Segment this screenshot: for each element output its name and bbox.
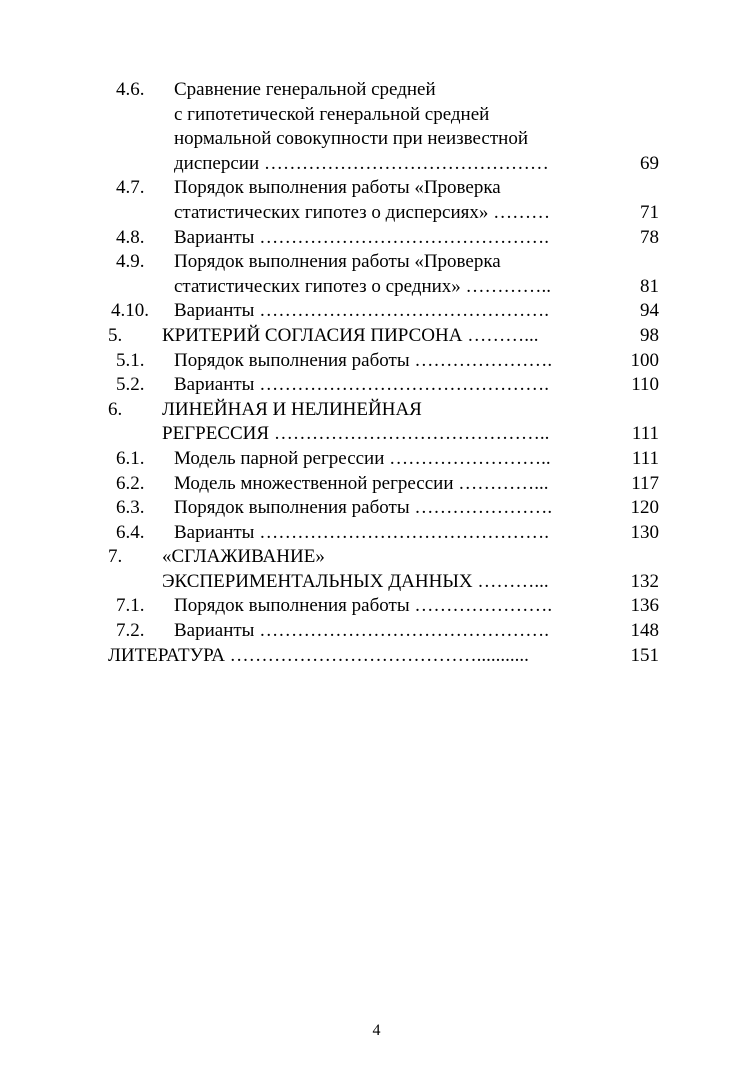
toc-page: 120 [630, 497, 659, 519]
toc-title: статистических гипотез о дисперсиях» ……… [174, 201, 551, 223]
toc-entry-5 [0, 324, 753, 349]
toc-entry-4-6 [0, 78, 753, 103]
toc-title: Варианты ………………………………………. [174, 620, 549, 642]
toc-page: 78 [640, 226, 659, 248]
toc-title: Порядок выполнения работы …………………. [174, 595, 553, 617]
toc-title: статистических гипотез о средних» ………….. [174, 275, 552, 297]
toc-number: 6. [108, 398, 123, 420]
toc-entry-7-2 [0, 619, 753, 644]
toc-title: Сравнение генеральной средней [174, 79, 436, 100]
toc-title: Порядок выполнения работы …………………. [174, 497, 553, 519]
toc-number: 4.9. [116, 251, 145, 273]
toc-page: 111 [631, 447, 659, 469]
toc-entry-7-1 [0, 594, 753, 619]
toc-number: 5.2. [116, 374, 145, 396]
table-of-contents [0, 78, 753, 668]
toc-number: 7. [108, 546, 123, 568]
toc-title: ЭКСПЕРИМЕНТАЛЬНЫХ ДАННЫХ ………... [162, 570, 549, 592]
toc-entry-6-2 [0, 472, 753, 497]
toc-page: 117 [631, 472, 659, 494]
toc-entry-4-6-cont [0, 127, 753, 152]
toc-entry-4-7-cont [0, 201, 753, 226]
toc-page: 136 [630, 595, 659, 617]
toc-title: с гипотетической генеральной средней [174, 103, 490, 125]
toc-title: Порядок выполнения работы «Проверка [174, 177, 501, 199]
toc-title: Порядок выполнения работы «Проверка [174, 251, 501, 273]
toc-entry-4-9-cont [0, 275, 753, 300]
toc-page: 130 [630, 521, 659, 543]
toc-page: 81 [640, 275, 659, 297]
toc-number: 7.2. [116, 620, 145, 642]
toc-number: 6.2. [116, 472, 145, 494]
toc-entry-4-8 [0, 226, 753, 251]
toc-entry-6-3 [0, 496, 753, 521]
page-number: 4 [372, 1022, 381, 1039]
toc-number: 4.7. [116, 177, 145, 199]
toc-number: 6.3. [116, 497, 145, 519]
toc-entry-5-2 [0, 373, 753, 398]
toc-title: Порядок выполнения работы …………………. [174, 349, 553, 371]
toc-page: 151 [630, 644, 659, 666]
toc-number: 4.6. [116, 79, 145, 100]
toc-number: 5.1. [116, 349, 145, 371]
toc-page: 98 [640, 324, 659, 346]
toc-entry-6-4 [0, 521, 753, 546]
toc-entry-6 [0, 398, 753, 423]
toc-title: Варианты ………………………………………. [174, 300, 549, 322]
toc-entry-7-cont [0, 570, 753, 595]
toc-title: Модель парной регрессии …………………….. [174, 447, 551, 469]
toc-entry-4-6-cont [0, 152, 753, 177]
toc-entry-7 [0, 545, 753, 570]
toc-entry-6-1 [0, 447, 753, 472]
toc-title: дисперсии ……………………………………… [174, 152, 549, 174]
toc-title: ЛИНЕЙНАЯ И НЕЛИНЕЙНАЯ [162, 398, 422, 420]
toc-title: Варианты ………………………………………. [174, 374, 549, 396]
toc-title: «СГЛАЖИВАНИЕ» [162, 546, 325, 568]
toc-title: КРИТЕРИЙ СОГЛАСИЯ ПИРСОНА ………... [162, 324, 539, 346]
toc-title: Варианты ………………………………………. [174, 521, 549, 543]
toc-title: ЛИТЕРАТУРА …………………………………........... [108, 644, 529, 666]
toc-title: Варианты ………………………………………. [174, 226, 549, 248]
toc-entry-6-cont [0, 422, 753, 447]
toc-page: 110 [631, 374, 659, 396]
toc-entry-literature [0, 644, 753, 669]
toc-page: 94 [640, 300, 659, 322]
toc-title: нормальной совокупности при неизвестной [174, 128, 529, 150]
toc-number: 6.4. [116, 521, 145, 543]
toc-number: 7.1. [116, 595, 145, 617]
toc-number: 4.10. [111, 300, 149, 322]
toc-number: 5. [108, 324, 123, 346]
toc-entry-4-10 [0, 299, 753, 324]
toc-entry-4-7 [0, 176, 753, 201]
toc-page: 132 [630, 570, 659, 592]
toc-entry-4-9 [0, 250, 753, 275]
toc-number: 6.1. [116, 447, 145, 469]
toc-title: РЕГРЕССИЯ …………………………………….. [162, 423, 550, 445]
toc-entry-4-6-cont [0, 103, 753, 128]
toc-page: 111 [631, 423, 659, 445]
toc-page: 148 [630, 620, 659, 642]
toc-number: 4.8. [116, 226, 145, 248]
toc-page: 71 [640, 201, 659, 223]
toc-title: Модель множественной регрессии …………... [174, 472, 549, 494]
toc-page: 100 [630, 349, 659, 371]
toc-entry-5-1 [0, 349, 753, 374]
toc-page: 69 [640, 152, 659, 174]
